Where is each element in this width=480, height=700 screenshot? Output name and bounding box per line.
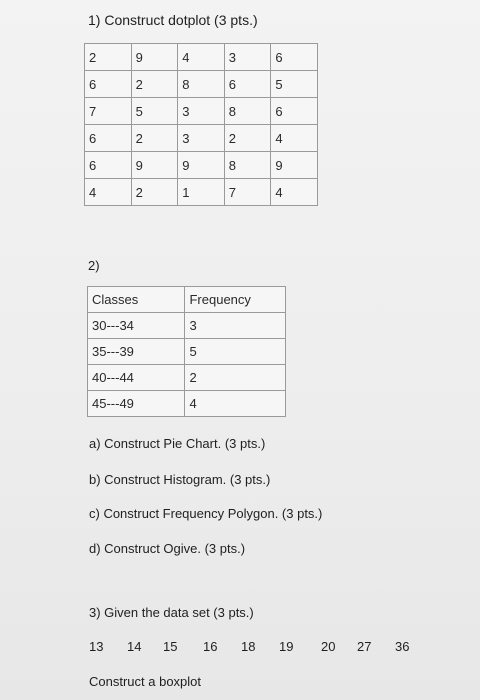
table-cell: 9 xyxy=(178,152,225,179)
data-value: 16 xyxy=(203,639,218,654)
task-ogive: d) Construct Ogive. (3 pts.) xyxy=(89,541,246,556)
table-cell: 2 xyxy=(131,125,178,152)
table-row xyxy=(85,71,318,98)
data-value: 14 xyxy=(127,639,142,654)
column-header-classes: Classes xyxy=(88,287,185,313)
data-value: 36 xyxy=(395,639,410,654)
table-row xyxy=(85,44,318,71)
table-cell: 7 xyxy=(85,98,132,125)
data-value: 27 xyxy=(357,639,372,654)
task-pie-chart: a) Construct Pie Chart. (3 pts.) xyxy=(89,436,266,451)
table-cell: 4 xyxy=(178,44,225,71)
frequency-table xyxy=(87,286,286,417)
task-frequency-polygon: c) Construct Frequency Polygon. (3 pts.) xyxy=(89,506,323,521)
frequency-cell: 3 xyxy=(185,313,286,339)
question-3-label: 3) Given the data set (3 pts.) xyxy=(89,605,254,620)
class-interval-cell: 35---39 xyxy=(88,339,185,365)
table-cell: 6 xyxy=(85,152,132,179)
table-cell: 3 xyxy=(224,44,271,71)
table-row xyxy=(88,339,286,365)
table-cell: 5 xyxy=(131,98,178,125)
table-cell: 9 xyxy=(131,44,178,71)
table-cell: 8 xyxy=(224,152,271,179)
table-cell: 9 xyxy=(131,152,178,179)
data-value: 15 xyxy=(163,639,178,654)
frequency-cell: 2 xyxy=(185,365,286,391)
class-interval-cell: 40---44 xyxy=(88,365,185,391)
column-header-frequency: Frequency xyxy=(185,287,286,313)
table-cell: 4 xyxy=(271,179,318,206)
table-cell: 5 xyxy=(271,71,318,98)
task-boxplot: Construct a boxplot xyxy=(89,674,202,689)
table-row xyxy=(88,313,286,339)
table-cell: 3 xyxy=(178,125,225,152)
data-value: 20 xyxy=(321,639,336,654)
dotplot-data-table xyxy=(84,43,318,206)
frequency-cell: 4 xyxy=(185,391,286,417)
table-cell: 2 xyxy=(224,125,271,152)
table-cell: 4 xyxy=(271,125,318,152)
table-row xyxy=(85,98,318,125)
table-row xyxy=(85,179,318,206)
table-row xyxy=(85,125,318,152)
table-cell: 6 xyxy=(224,71,271,98)
data-value: 19 xyxy=(279,639,294,654)
table-row xyxy=(88,391,286,417)
table-cell: 9 xyxy=(271,152,318,179)
question-1-title: 1) Construct dotplot (3 pts.) xyxy=(88,12,258,28)
table-cell: 1 xyxy=(178,179,225,206)
table-cell: 8 xyxy=(224,98,271,125)
table-cell: 2 xyxy=(85,44,132,71)
table-cell: 8 xyxy=(178,71,225,98)
task-histogram: b) Construct Histogram. (3 pts.) xyxy=(89,472,271,487)
question-2-label: 2) xyxy=(88,258,100,273)
table-cell: 7 xyxy=(224,179,271,206)
data-value: 13 xyxy=(89,639,104,654)
table-cell: 4 xyxy=(85,179,132,206)
table-cell: 6 xyxy=(85,125,132,152)
frequency-cell: 5 xyxy=(185,339,286,365)
table-cell: 2 xyxy=(131,71,178,98)
table-cell: 2 xyxy=(131,179,178,206)
table-cell: 6 xyxy=(85,71,132,98)
table-header-row xyxy=(88,287,286,313)
table-cell: 3 xyxy=(178,98,225,125)
table-row xyxy=(88,365,286,391)
table-cell: 6 xyxy=(271,98,318,125)
table-row xyxy=(85,152,318,179)
table-cell: 6 xyxy=(271,44,318,71)
class-interval-cell: 45---49 xyxy=(88,391,185,417)
class-interval-cell: 30---34 xyxy=(88,313,185,339)
data-value: 18 xyxy=(241,639,256,654)
